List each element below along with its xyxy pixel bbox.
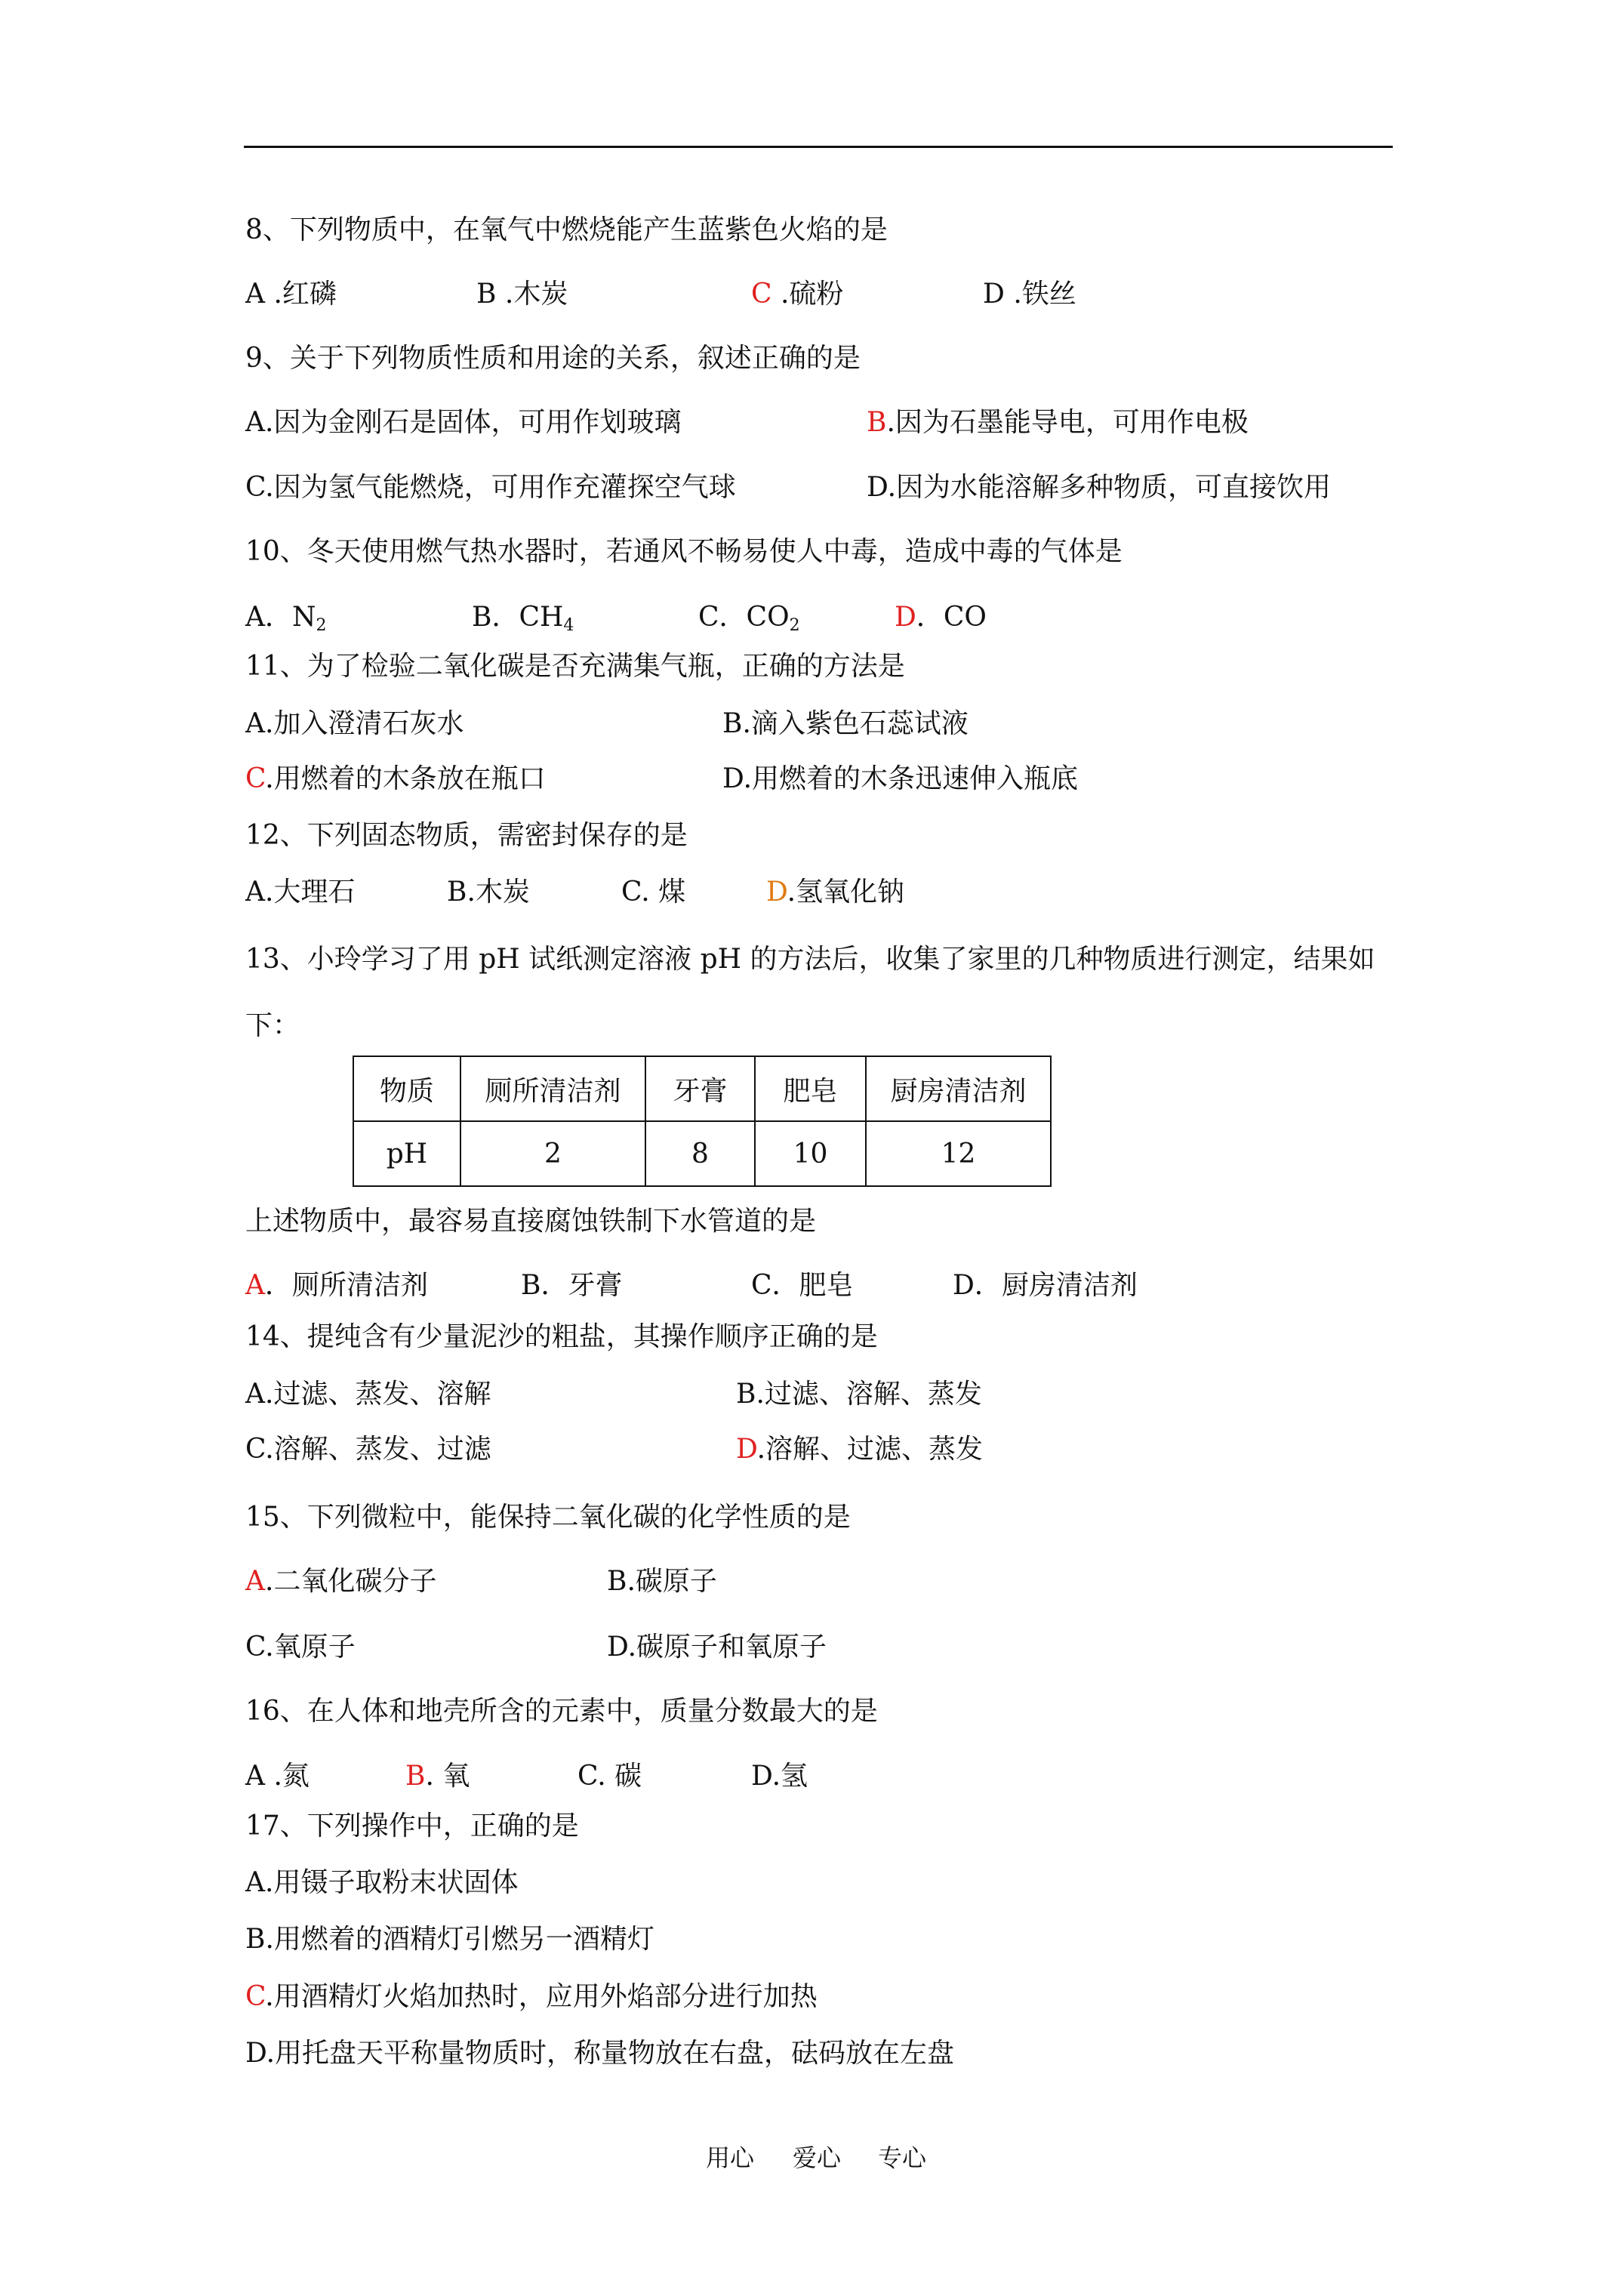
question-9-option-c: C.因为氢气能燃烧，可用作充灌探空气球	[245, 472, 736, 503]
question-15-option-b: B.碳原子	[607, 1566, 717, 1597]
header-rule	[244, 146, 1393, 148]
question-16-option-a: A .氮	[245, 1761, 310, 1792]
question-8-option-c: C .硫粉	[751, 279, 844, 310]
question-16-option-b: B. 氧	[405, 1761, 470, 1792]
question-17-stem: 17、下列操作中，正确的是	[245, 1811, 579, 1841]
question-14-option-d: D.溶解、过滤、蒸发	[736, 1434, 984, 1465]
table-cell: 10	[755, 1121, 866, 1186]
question-8-option-d: D .铁丝	[983, 279, 1076, 310]
table-cell: 2	[460, 1121, 645, 1186]
question-12-option-d: D.氢氧化钠	[766, 877, 905, 908]
question-13-option-a: A．厕所清洁剂	[245, 1270, 429, 1301]
question-14-option-a: A.过滤、蒸发、溶解	[245, 1379, 491, 1410]
question-13-option-b: B．牙膏	[521, 1270, 623, 1301]
question-15-option-d: D.碳原子和氧原子	[607, 1632, 827, 1663]
question-13-option-d: D．厨房清洁剂	[953, 1270, 1138, 1301]
question-9-option-a: A.因为金刚石是固体，可用作划玻璃	[245, 407, 682, 438]
question-8-option-b: B .木炭	[476, 279, 568, 310]
question-13-stem: 13、小玲学习了用 pH 试纸测定溶液 pH 的方法后，收集了家里的几种物质进行测定，结果如	[245, 944, 1375, 975]
question-10-option-d: D．CO	[895, 602, 987, 633]
table-cell: 12	[866, 1121, 1051, 1186]
question-14-option-c: C.溶解、蒸发、过滤	[245, 1434, 491, 1465]
footer-text-3: 专心	[878, 2143, 927, 2172]
question-10-stem: 10、冬天使用燃气热水器时，若通风不畅易使人中毒，造成中毒的气体是	[245, 536, 1123, 567]
question-9-option-b: B.因为石墨能导电，可用作电极	[867, 407, 1249, 438]
table-cell: 牙膏	[645, 1056, 755, 1121]
question-10-option-c: C．$CO_2$	[698, 602, 800, 635]
question-9-option-d: D.因为水能溶解多种物质，可直接饮用	[867, 472, 1332, 503]
question-8-stem: 8、下列物质中，在氧气中燃烧能产生蓝紫色火焰的是	[245, 214, 888, 245]
question-15-stem: 15、下列微粒中，能保持二氧化碳的化学性质的是	[245, 1502, 851, 1533]
question-11-option-d: D.用燃着的木条迅速伸入瓶底	[722, 763, 1079, 794]
question-11-option-b: B.滴入紫色石蕊试液	[722, 708, 969, 739]
question-11-stem: 11、为了检验二氧化碳是否充满集气瓶，正确的方法是	[245, 651, 905, 682]
question-12-option-c: C. 煤	[621, 877, 686, 908]
question-14-stem: 14、提纯含有少量泥沙的粗盐，其操作顺序正确的是	[245, 1321, 878, 1352]
question-17-option-b: B.用燃着的酒精灯引燃另一酒精灯	[245, 1924, 654, 1955]
question-17-option-a: A.用镊子取粉末状固体	[245, 1867, 519, 1898]
question-15-option-a: A.二氧化碳分子	[245, 1566, 437, 1597]
table-cell: 8	[645, 1121, 755, 1186]
question-15-option-c: C.氧原子	[245, 1632, 356, 1663]
question-10-option-a: A．$N_2$	[245, 602, 327, 635]
table-cell: 厨房清洁剂	[866, 1056, 1051, 1121]
question-11-option-c: C.用燃着的木条放在瓶口	[245, 763, 546, 794]
table-row	[353, 1056, 1051, 1121]
ph-table	[353, 1056, 1052, 1187]
question-12-option-a: A.大理石	[245, 877, 356, 908]
question-17-option-d: D.用托盘天平称量物质时，称量物放在右盘，砝码放在左盘	[245, 2038, 955, 2069]
table-cell: 物质	[353, 1056, 460, 1121]
question-10-option-b: B．$CH_4$	[472, 602, 574, 635]
question-16-option-c: C. 碳	[577, 1761, 642, 1792]
question-8-option-a: A .红磷	[245, 279, 337, 310]
footer-text-2: 爱心	[793, 2143, 842, 2172]
question-12-option-b: B.木炭	[447, 877, 530, 908]
footer-text-1: 用心	[706, 2143, 755, 2172]
table-cell: 肥皂	[755, 1056, 866, 1121]
question-9-stem: 9、关于下列物质性质和用途的关系，叙述正确的是	[245, 343, 861, 374]
question-16-stem: 16、在人体和地壳所含的元素中，质量分数最大的是	[245, 1696, 878, 1727]
table-row	[353, 1121, 1051, 1186]
question-16-option-d: D.氢	[751, 1761, 808, 1792]
question-13-stem-cont: 下：	[245, 1010, 300, 1041]
question-13-option-c: C．肥皂	[751, 1270, 854, 1301]
question-14-option-b: B.过滤、溶解、蒸发	[736, 1379, 982, 1410]
table-cell: pH	[353, 1121, 460, 1186]
question-13-followup: 上述物质中，最容易直接腐蚀铁制下水管道的是	[245, 1206, 817, 1237]
question-12-stem: 12、下列固态物质，需密封保存的是	[245, 820, 688, 851]
question-11-option-a: A.加入澄清石灰水	[245, 708, 464, 739]
question-17-option-c: C.用酒精灯火焰加热时，应用外焰部分进行加热	[245, 1981, 818, 2012]
table-cell: 厕所清洁剂	[460, 1056, 645, 1121]
